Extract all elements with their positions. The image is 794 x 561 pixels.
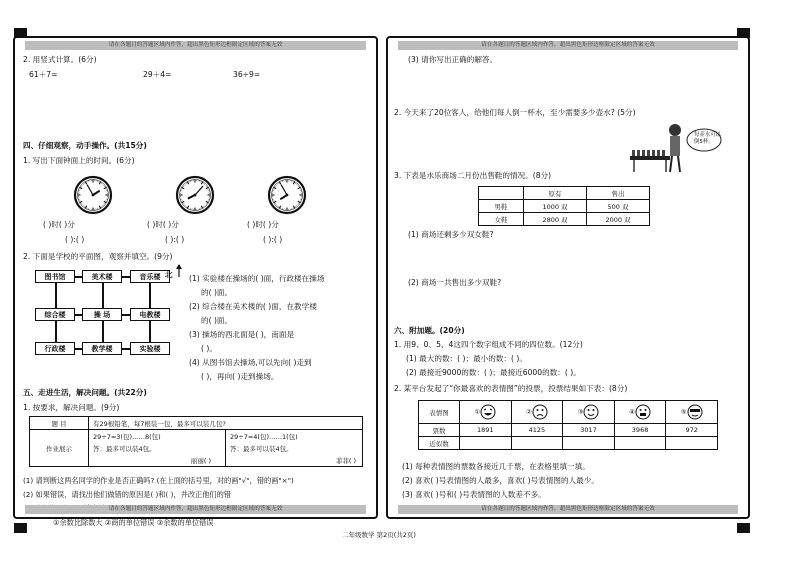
grinning-face-icon — [635, 404, 651, 420]
map-q-2a: (2) 综合楼在美术楼的( )面，在教学楼 — [189, 302, 317, 311]
clock-face-3 — [267, 175, 307, 215]
clock-icon — [73, 175, 113, 215]
map-q-1a: (1) 实验楼在操场的( )面，行政楼在操场 — [189, 274, 325, 283]
map-q-3b: ( )。 — [201, 344, 217, 353]
q5-sub-2: (2) 如果错误，请找出他们做错的原因是( )和( )，并改正他们的错 — [23, 490, 231, 499]
vote-count: 972 — [666, 424, 718, 437]
table-header-text: 有29根铅笔，每7根装一包，最多可以装几包? — [89, 417, 363, 430]
emoji-number: ③ — [577, 408, 584, 416]
waiter-illustration — [622, 120, 722, 180]
approx-cell[interactable] — [460, 437, 512, 450]
emoji-vote-table — [418, 400, 718, 450]
judge-a[interactable]: 丽丽( ) — [89, 454, 226, 467]
right-answer-panel — [386, 36, 750, 519]
work-b-line2: 答：最多可以装4包。 — [226, 442, 363, 454]
emoji-cell-2 — [511, 401, 563, 424]
shoe-row-label: 女鞋 — [479, 213, 524, 226]
emoji-number: ② — [525, 408, 532, 416]
vote-question-title: 2. 某平台发起了“你最喜欢的表情图”的投票，投票结果如下表：(8分) — [394, 384, 628, 393]
clock-face-2 — [175, 175, 215, 215]
vote-row-label: 表情图 — [419, 401, 460, 424]
clock-digital-1[interactable]: ( ):( ) — [65, 235, 85, 244]
vote-row-label: 票数 — [419, 424, 460, 437]
calc-item-2: 29＋4= — [143, 70, 172, 79]
school-map-question-title: 2. 下面是学校的平面图，观察并填空。(9分) — [23, 252, 173, 261]
q5-options: ①余数比除数大 ②商的单位错误 ③余数的单位错误 — [53, 518, 214, 527]
shoe-col-original: 原有 — [524, 187, 587, 200]
vote-q1: (1) 每种表情图的票数各接近几千票，在表格里填一填。 — [402, 462, 590, 471]
approx-cell[interactable] — [511, 437, 563, 450]
shoe-cell: 500 双 — [587, 200, 650, 213]
building-art: 美术楼 — [82, 270, 122, 283]
building-teaching: 教学楼 — [82, 342, 122, 355]
shoe-sales-table — [478, 186, 650, 226]
vote-count: 3968 — [614, 424, 666, 437]
calc-item-3: 36÷9= — [233, 70, 261, 79]
building-music: 音乐楼 — [130, 270, 170, 283]
north-label: 北 — [165, 270, 173, 279]
left-answer-panel — [13, 36, 378, 527]
vote-count: 1891 — [460, 424, 512, 437]
answer-area-notice: 请在各题目的答题区域内作答，超出黑色矩形边框限定区域的答案无效 — [25, 41, 366, 50]
vote-count: 3017 — [563, 424, 615, 437]
corner-mark — [14, 523, 27, 533]
speech-bubble-text: 每壶水可以倒5杯。 — [694, 132, 721, 145]
section-4-title: 四、仔细观察，动手操作。(共15分) — [23, 141, 147, 150]
approx-cell[interactable] — [563, 437, 615, 450]
map-q-4b: ( )，再向( )走到操场。 — [201, 372, 279, 381]
q3-3-prompt: (3) 请你写出正确的解答。 — [408, 55, 498, 64]
emoji-cell-4 — [614, 401, 666, 424]
judge-b[interactable]: 菲菲( ) — [226, 454, 363, 467]
emoji-cell-1 — [460, 401, 512, 424]
shoe-q2: (2) 商场一共售出多少双鞋? — [408, 278, 502, 287]
shoe-cell: 2800 双 — [524, 213, 587, 226]
building-av: 电教楼 — [130, 308, 170, 321]
shoe-row-label: 男鞋 — [479, 200, 524, 213]
emoji-cell-3 — [563, 401, 615, 424]
laughing-face-icon — [480, 404, 496, 420]
clock-digital-3[interactable]: ( ):( ) — [263, 235, 283, 244]
q5-sub-1: (1) 请判断这两名同学的作业是否正确吗? (在上面的括号里，对的画"√"，错的画"×") — [23, 476, 294, 485]
emoji-cell-5 — [666, 401, 718, 424]
building-admin: 行政楼 — [35, 342, 75, 355]
section-5-title: 五、走进生活，解决问题。(共22分) — [23, 388, 147, 397]
answer-area-notice: 请在各题目的答题区域内作答，超出黑色矩形边框限定区域的答案无效 — [25, 505, 366, 514]
building-playground: 操 场 — [82, 308, 122, 321]
answer-area-notice: 请在各题目的答题区域内作答，超出黑色矩形边框限定区域的答案无效 — [398, 41, 738, 50]
approx-cell[interactable] — [614, 437, 666, 450]
digits-q1[interactable]: (1) 最大的数：( )；最小的数：( )。 — [406, 354, 527, 363]
cool-face-icon — [687, 404, 703, 420]
building-library: 图书馆 — [35, 270, 75, 283]
map-q-1b: 的( )面。 — [201, 288, 233, 297]
approx-cell[interactable] — [666, 437, 718, 450]
map-q-3a: (3) 操场的西北面是( )，南面是 — [189, 330, 295, 339]
vote-row-label: 近似数 — [419, 437, 460, 450]
school-map — [35, 270, 175, 360]
shoe-cell: 1000 双 — [524, 200, 587, 213]
clock-digital-2[interactable]: ( ):( ) — [165, 235, 185, 244]
map-q-4a: (4) 从图书馆去操场,可以先向( )走到 — [189, 358, 312, 367]
clock-answer-3[interactable]: ( )时( )分 — [247, 220, 279, 229]
shoe-table-corner — [479, 187, 524, 200]
work-a-line1: 29÷7=3(包)……8(包) — [89, 430, 226, 443]
shoe-question-title: 3. 下表是水乐商场二月份出售鞋的情况。(8分) — [394, 171, 552, 180]
building-complex: 综合楼 — [35, 308, 75, 321]
answer-area-notice: 请在各题目的答题区域内作答，超出黑色矩形边框限定区域的答案无效 — [398, 505, 738, 514]
table-header-label: 题 目 — [30, 417, 89, 430]
digits-question-title: 1. 用9、0、5、4这四个数字组成不同的四位数。(12分) — [394, 340, 583, 349]
vote-q3[interactable]: (3) 喜欢( )号和( )号表情图的人数差不多。 — [402, 490, 546, 499]
work-a-line2: 答：最多可以装4包。 — [89, 442, 226, 454]
smiling-face-icon — [583, 404, 599, 420]
vote-q2[interactable]: (2) 喜欢( )号表情图的人最多，喜欢( )号表情图的人最少。 — [402, 476, 599, 485]
emoji-number: ④ — [629, 408, 635, 416]
clock-answer-1[interactable]: ( )时( )分 — [43, 220, 75, 229]
clock-question-title: 1. 写出下面钟面上的时间。(6分) — [23, 156, 135, 165]
clock-icon — [175, 175, 215, 215]
work-b-line1: 29÷7=4(包)……1(包) — [226, 430, 363, 443]
water-question: 2. 今天来了20位客人，给他们每人倒一杯水，至少需要多少壶水? (5分) — [394, 108, 636, 117]
building-lab: 实验楼 — [130, 342, 170, 355]
clock-answer-2[interactable]: ( )时( )分 — [147, 220, 179, 229]
north-arrow-icon — [175, 264, 183, 278]
digits-q2[interactable]: (2) 最接近9000的数：( )；最接近6000的数：( )。 — [406, 368, 581, 377]
clock-face-1 — [73, 175, 113, 215]
q2-title: 2. 用竖式计算。(6分) — [23, 55, 97, 64]
shoe-cell: 2000 双 — [587, 213, 650, 226]
shoe-col-sold: 售出 — [587, 187, 650, 200]
emoji-number: ⑤ — [680, 408, 687, 416]
section-6-title: 六、附加题。(20分) — [394, 326, 465, 335]
vote-count: 4125 — [511, 424, 563, 437]
emoji-number: ① — [474, 408, 481, 416]
homework-table — [29, 416, 363, 467]
q5-1-title: 1. 按要求，解决问题。(9分) — [23, 403, 120, 412]
map-q-2b: 的( )面。 — [201, 316, 233, 325]
calc-item-1: 61＋7= — [29, 70, 58, 79]
clock-icon — [267, 175, 307, 215]
crying-face-icon — [532, 404, 548, 420]
corner-mark — [737, 523, 750, 533]
shoe-q1: (1) 商场还剩多少双女鞋? — [408, 230, 494, 239]
table-row-label: 作业展示 — [30, 430, 89, 467]
page-footer: 二年级数学 第2页(共2页) — [342, 531, 416, 539]
